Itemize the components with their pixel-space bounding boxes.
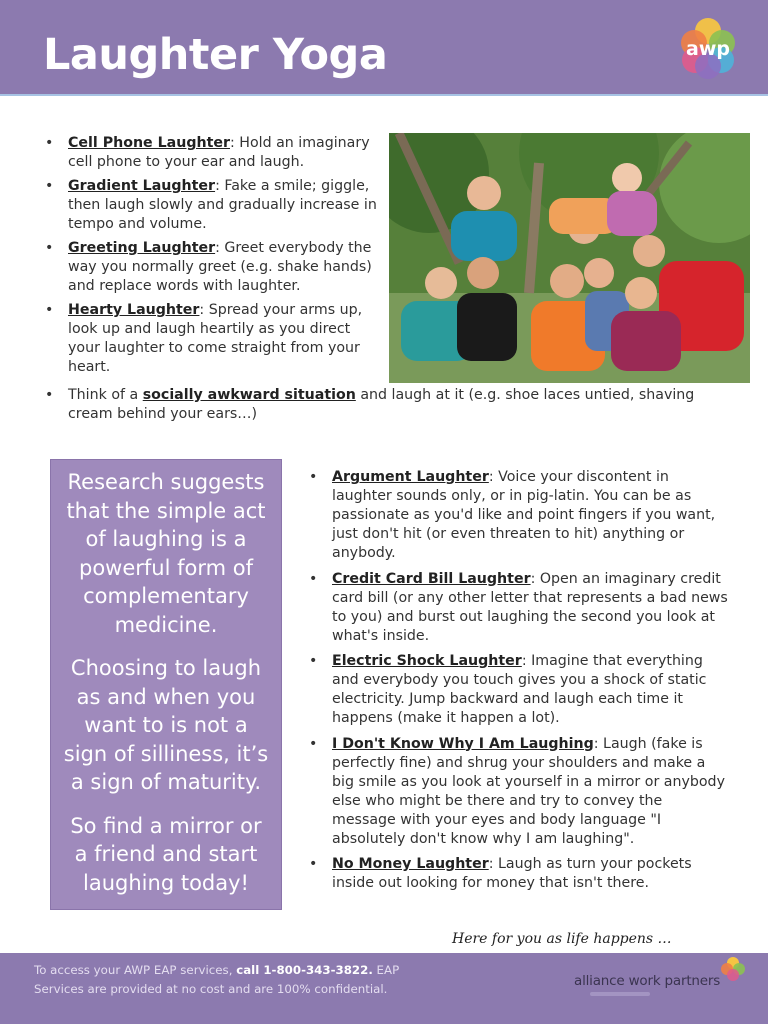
logo-text: awp — [686, 38, 730, 60]
laughter-list-right — [306, 468, 730, 900]
item-text-pre: Think of a — [68, 387, 143, 403]
list-item-awkward-situation — [42, 386, 702, 424]
item-term: I Don't Know Why I Am Laughing — [332, 735, 594, 752]
footer-text-post: EAP — [372, 963, 400, 977]
item-text: : Laugh as turn your pockets inside out looking for money that isn't there. — [332, 856, 692, 891]
callout-paragraph: Choosing to laugh as and when you want to is not a sign of silliness, it’s a sign of maturity. — [63, 656, 269, 794]
list-item — [306, 652, 730, 728]
page-footer — [0, 953, 768, 1024]
item-text: : Spread your arms up, look up and laugh heartily as you direct your laughter to come straight from your heart. — [68, 302, 363, 375]
list-item — [306, 735, 730, 849]
laughter-list-top — [42, 134, 378, 382]
list-item — [42, 134, 378, 172]
list-item — [42, 177, 378, 234]
list-item — [306, 570, 730, 646]
photo-illustration — [389, 133, 750, 383]
awp-mark-icon — [721, 956, 745, 982]
item-term: Argument Laughter — [332, 469, 489, 485]
list-item — [306, 468, 730, 563]
item-term: socially awkward situation — [142, 387, 356, 403]
footer-phone: call 1-800-343-3822. — [236, 963, 373, 977]
item-text: : Open an imaginary credit card bill (or any other letter that represents a bad news to you) and burst out laughing the second you look at what's inside. — [332, 570, 728, 644]
footer-logo-underline — [590, 992, 650, 996]
footer-contact-text — [34, 961, 424, 999]
list-item — [42, 301, 378, 377]
item-text: : Laugh (fake is perfectly fine) and shrug your shoulders and make a big smile as you look at yourself in a mirror or anybody else who might be there and try to convey the message with your eyes and body language "I absolutely don't know why I am laughing". — [332, 735, 725, 847]
page-header — [0, 0, 768, 96]
tagline: Here for you as life happens … — [452, 931, 672, 947]
item-text: : Greet everybody the way you normally greet (e.g. shake hands) and replace words with laughter. — [68, 240, 372, 294]
item-term: Electric Shock Laughter — [332, 653, 522, 669]
item-text: : Imagine that everything and everybody you touch gives you a shock of static electricity. Jump backward and laugh each time it happens (make it happen a lot). — [332, 653, 707, 726]
item-term: No Money Laughter — [332, 856, 489, 872]
list-item — [306, 855, 730, 893]
item-text: : Hold an imaginary cell phone to your ear and laugh. — [68, 135, 370, 170]
research-callout — [50, 459, 282, 910]
page-title: Laughter Yoga — [43, 30, 388, 80]
item-term: Hearty Laughter — [68, 302, 200, 318]
item-term: Cell Phone Laughter — [68, 135, 230, 151]
group-laughing-photo — [389, 133, 750, 383]
footer-logo-text: alliance work partners — [574, 973, 721, 989]
item-text-post: and laugh at it (e.g. shoe laces untied, shaving cream behind your ears…) — [68, 387, 695, 422]
footer-text-pre: To access your AWP EAP services, — [34, 963, 237, 977]
list-item — [42, 239, 378, 296]
item-term: Gradient Laughter — [68, 178, 216, 194]
awp-logo — [678, 16, 738, 82]
callout-paragraph: So find a mirror or a friend and start laughing today! — [70, 813, 262, 895]
footer-text-line2: Services are provided at no cost and are 100% confidential. — [34, 982, 388, 996]
item-term: Greeting Laughter — [68, 240, 216, 256]
item-text: : Fake a smile; giggle, then laugh slowly and gradually increase in tempo and volume. — [68, 178, 377, 232]
item-text: : Voice your discontent in laughter sounds only, or in pig-latin. You can be as passionate as you'd like and point fingers if you want, just don't hit (or even threaten to hit) anything or anybody. — [332, 469, 716, 561]
callout-paragraph: Research suggests that the simple act of laughing is a powerful form of complementary medicine. — [66, 470, 266, 637]
item-term: Credit Card Bill Laughter — [332, 570, 531, 587]
